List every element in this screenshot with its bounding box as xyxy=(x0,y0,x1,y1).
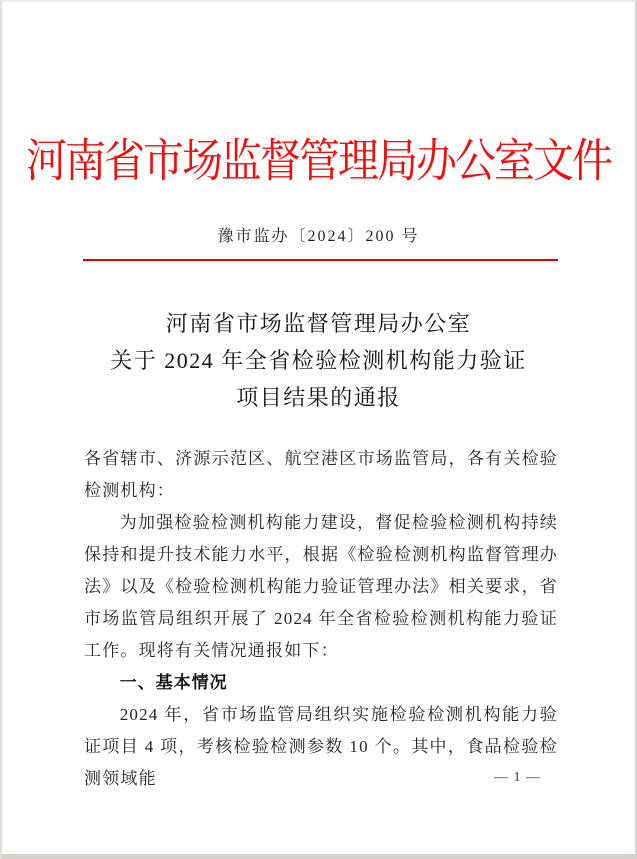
document-title-line-1: 河南省市场监督管理局办公室 xyxy=(165,311,472,336)
red-divider-line xyxy=(83,259,558,261)
body-paragraph-2: 2024 年，省市场监管局组织实施检验检测机构能力验证项目 4 项，考核检验检测参数 10 个。其中，食品检验检测领域能 xyxy=(84,705,558,788)
document-header-title: 河南省市场监督管理局办公室文件 xyxy=(26,135,611,187)
document-title-line-3: 项目结果的通报 xyxy=(236,385,401,410)
document-title-line-2: 关于 2024 年全省检验检测机构能力验证 xyxy=(110,348,527,373)
document-title xyxy=(2,305,635,416)
document-body xyxy=(84,443,558,795)
page-number: — 1 — xyxy=(494,770,541,785)
body-paragraph-1: 为加强检验检测机构能力建设，督促检验检测机构持续保持和提升技术能力水平，根据《检验检测机构监督管理办法》以及《检验检测机构能力验证管理办法》相关要求，省市场监管局组织开展了 2024 年全省检验检测机构能力验证工作。现将有关情况通报如下： xyxy=(84,513,558,660)
section-heading: 一、基本情况 xyxy=(119,673,228,692)
page-bottom-edge xyxy=(2,854,635,859)
document-number: 豫市监办〔2024〕200 号 xyxy=(217,228,420,245)
salutation: 各省辖市、济源示范区、航空港区市场监管局，各有关检验检测机构： xyxy=(84,449,558,500)
